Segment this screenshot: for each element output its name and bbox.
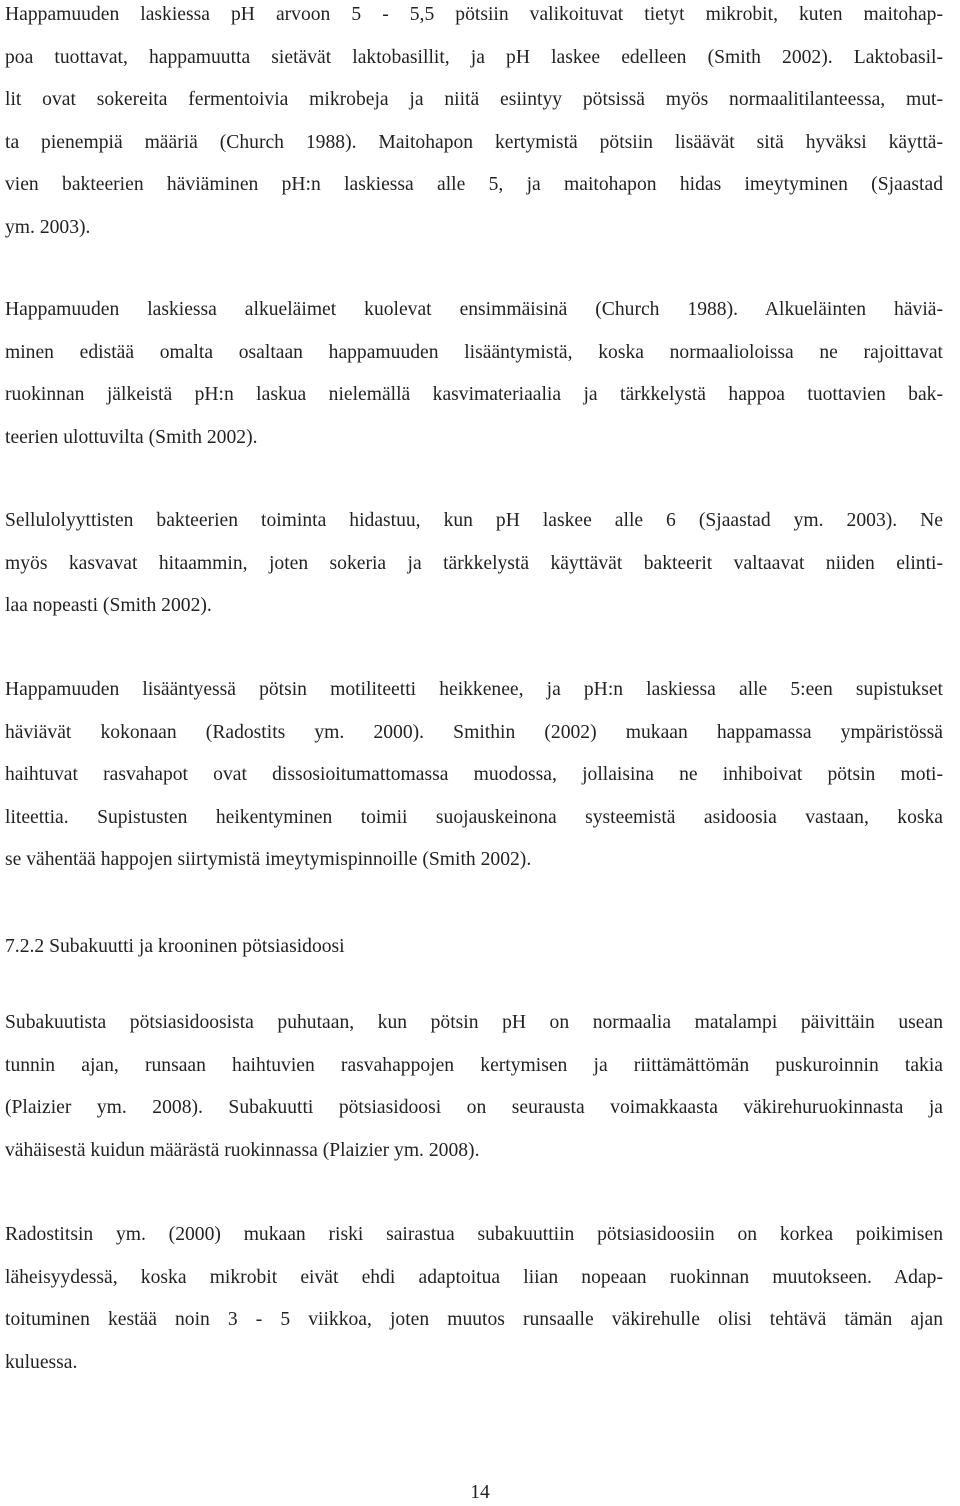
paragraph-cellulolytic xyxy=(5,508,943,636)
text-line: vien bakteerien häviäminen pH:n laskiessa alle 5, ja maitohapon hidas imeytyminen (Sjaastad xyxy=(5,174,943,195)
text-line: Radostitsin ym. (2000) mukaan riski sairastua subakuuttiin pötsiasidoosiin on korkea poikimisen xyxy=(5,1224,943,1245)
text-line: Happamuuden lisääntyessä pötsin motiliteetti heikkenee, ja pH:n laskiessa alle 5:een supistukset xyxy=(5,679,943,700)
text-line: ruokinnan jälkeistä pH:n laskua nielemällä kasvimateriaalia ja tärkkelystä happoa tuottavien bak- xyxy=(5,384,943,405)
text-line: toituminen kestää noin 3 - 5 viikkoa, joten muutos runsaalle väkirehulle olisi tehtävä tämän ajan xyxy=(5,1309,943,1330)
paragraph-risk xyxy=(5,1222,943,1392)
section-heading: 7.2.2 Subakuutti ja krooninen pötsiasidoosi xyxy=(5,936,345,957)
text-line: Sellulolyyttisten bakteerien toiminta hidastuu, kun pH laskee alle 6 (Sjaastad ym. 2003). Ne xyxy=(5,510,943,531)
text-line: Subakuutista pötsiasidoosista puhutaan, kun pötsin pH on normaalia matalampi päivittäin usean xyxy=(5,1012,943,1033)
text-line: teerien ulottuvilta (Smith 2002). xyxy=(5,426,258,448)
paragraph-acidity-microbes xyxy=(5,2,943,257)
paragraph-subacute-definition xyxy=(5,1010,943,1180)
text-line: ta pienempiä määriä (Church 1988). Maitohapon kertymistä pötsiin lisäävät sitä hyväksi käyttä- xyxy=(5,131,943,153)
text-line: vähäisestä kuidun määrästä ruokinnassa (Plaizier ym. 2008). xyxy=(5,1139,480,1161)
text-line: häviävät kokonaan (Radostits ym. 2000). Smithin (2002) mukaan happamassa ympäristössä xyxy=(5,721,943,743)
text-line: kuluessa. xyxy=(5,1351,78,1373)
page-number: 14 xyxy=(470,1482,490,1503)
text-line: haihtuvat rasvahapot ovat dissosioitumattomassa muodossa, jollaisina ne inhiboivat pötsin moti- xyxy=(5,764,943,785)
paragraph-motility xyxy=(5,677,943,890)
text-line: minen edistää omalta osaltaan happamuuden lisääntymistä, koska normaalioloissa ne rajoittavat xyxy=(5,341,943,363)
text-line: liteettia. Supistusten heikentyminen toimii suojauskeinona systeemistä asidoosia vastaan, koska xyxy=(5,806,943,828)
paragraph-protozoa xyxy=(5,297,943,467)
text-line: myös kasvavat hitaammin, joten sokeria ja tärkkelystä käyttävät bakteerit valtaavat niiden elinti- xyxy=(5,552,943,574)
text-line: ym. 2003). xyxy=(5,216,91,238)
text-line: Happamuuden laskiessa pH arvoon 5 - 5,5 pötsiin valikoituvat tietyt mikrobit, kuten maitohap- xyxy=(5,4,943,25)
text-line: (Plaizier ym. 2008). Subakuutti pötsiasidoosi on seurausta voimakkaasta väkirehuruokinnasta ja xyxy=(5,1097,943,1118)
text-line: poa tuottavat, happamuutta sietävät laktobasillit, ja pH laskee edelleen (Smith 2002). Laktobasil- xyxy=(5,46,943,68)
text-line: Happamuuden laskiessa alkueläimet kuolevat ensimmäisinä (Church 1988). Alkueläinten häviä- xyxy=(5,299,943,320)
text-line: tunnin ajan, runsaan haihtuvien rasvahappojen kertymisen ja riittämättömän puskuroinnin takia xyxy=(5,1054,943,1076)
text-line: lit ovat sokereita fermentoivia mikrobeja ja niitä esiintyy pötsissä myös normaalitilanteessa, mut- xyxy=(5,89,943,110)
text-line: laa nopeasti (Smith 2002). xyxy=(5,595,212,616)
text-line: se vähentää happojen siirtymistä imeytymispinnoille (Smith 2002). xyxy=(5,849,532,870)
text-line: läheisyydessä, koska mikrobit eivät ehdi adaptoitua liian nopeaan ruokinnan muutokseen. Adap- xyxy=(5,1266,943,1288)
